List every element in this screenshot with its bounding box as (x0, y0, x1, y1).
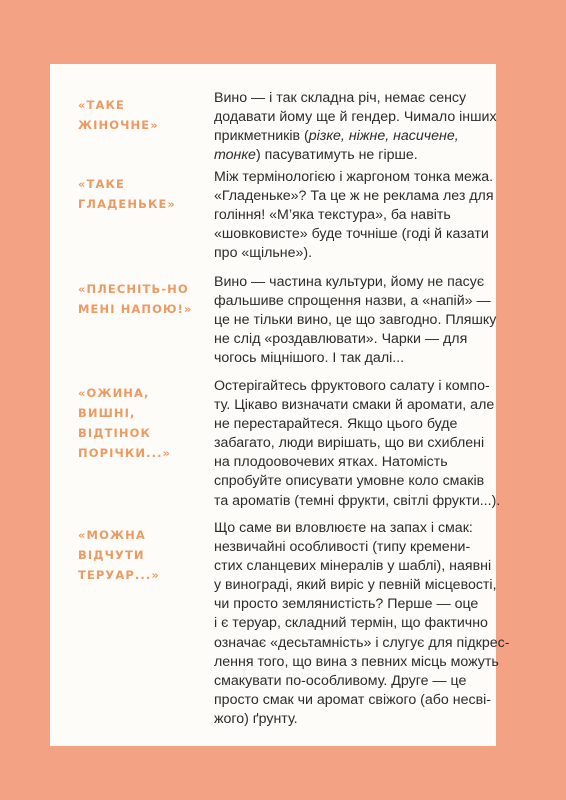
phrase-line: ТЕРУАР...» (78, 568, 160, 582)
text-line: це не тільки вино, це що завгодно. Пляшку (214, 312, 497, 329)
phrase-line: «ОЖИНА, (78, 386, 150, 400)
entry-explanation (214, 273, 497, 368)
text-line: гоління! «М’яка текстура», ба навіть (214, 207, 451, 224)
entry-explanation (214, 377, 501, 511)
text-line: на плодоовочевих ятках. Натомість (214, 454, 448, 471)
text-line: Вино — і так складна річ, немає сенсу (214, 90, 467, 106)
text-line (214, 146, 484, 165)
text-line: чогось міцнішого. І так далі... (214, 350, 405, 367)
text-line: Між термінологією і жаргоном тонка межа. (214, 169, 494, 185)
text-line: фальшиве спрощення назви, а «напій» — (214, 293, 491, 310)
text-line: і є теруар, складний термін, що фактично (214, 615, 488, 632)
text-line: про «щільне»). (214, 245, 313, 262)
phrase-line: «ТАКЕ (78, 98, 125, 112)
phrase-line: ВІДТІНОК (78, 426, 152, 440)
text-line: Що саме ви вловлюєте на запах і смак: (214, 520, 473, 536)
phrase-line: «МОЖНА (78, 528, 146, 542)
text-line: ту. Цікаво визначати смаки й аромати, але (214, 397, 495, 414)
entry-explanation (214, 168, 494, 263)
text-line: жого) ґрунту. (214, 710, 298, 727)
text-line: додавати йому ще й гендер. Чимало інших (214, 109, 497, 126)
text-line: незвичайні особливості (типу кремени- (214, 539, 471, 556)
text-line: у винограді, який виріс у певній місцевості, (214, 577, 497, 594)
text-line: означає «десьтамність» і слугує для підкрес- (214, 634, 510, 651)
text-line: лення того, що вина з певних місць можуть (214, 653, 499, 670)
text-line: та ароматів (темні фрукти, світлі фрукти...). (214, 492, 501, 509)
text-italic-fragment: різке, ніжне, насичене, (308, 128, 459, 145)
text-line: не слід «роздавлювати». Чарки — для (214, 331, 468, 348)
text-italic-fragment: тонке (214, 147, 256, 164)
text-line: смакувати по-особливому. Друге — це (214, 672, 467, 689)
text-line: Вино — частина культури, йому не пасує (214, 274, 485, 290)
text-line: не перестарайтеся. Якщо цього буде (214, 416, 458, 433)
text-line: Остерігайтесь фруктового салату і компо- (214, 378, 490, 394)
text-line: чи просто землянистість? Перше — оце (214, 596, 479, 613)
text-fragment: прикметників ( (214, 128, 309, 145)
text-line: просто смак чи аромат свіжого (або несві- (214, 691, 491, 708)
phrase-line: ГЛАДЕНЬКЕ» (78, 197, 176, 211)
entry-phrase (78, 519, 208, 585)
text-line: спробуйте описувати умовне коло смаків (214, 473, 485, 490)
text-line: «шовковисте» буде точніше (годі й казати (214, 226, 489, 243)
text-fragment: ) пасуватимуть не гірше. (255, 147, 418, 164)
entry-explanation (214, 519, 510, 729)
entry-explanation (214, 89, 497, 165)
text-line (214, 127, 484, 146)
text-line: забагато, люди вирішать, що ви схиблені (214, 435, 485, 452)
phrase-line: ПОРІЧКИ...» (78, 446, 172, 460)
entry-phrase (78, 89, 208, 135)
phrase-line: ЖІНОЧНЕ» (78, 118, 159, 132)
phrase-line: ВІДЧУТИ (78, 548, 145, 562)
entry-phrase (78, 377, 208, 463)
phrase-line: «ТАКЕ (78, 177, 125, 191)
text-line: стих сланцевих мінералів у шаблі), наявні (214, 558, 492, 575)
text-line: «Гладеньке»? Та це ж не реклама лез для (214, 188, 494, 205)
book-page (50, 64, 510, 746)
phrase-line: МЕНІ НАПОЮ!» (78, 302, 193, 316)
entry-phrase (78, 168, 208, 214)
phrase-line: «ПЛЕСНІТЬ-НО (78, 282, 189, 296)
phrase-line: ВИШНІ, (78, 406, 136, 420)
entry-phrase (78, 273, 208, 319)
